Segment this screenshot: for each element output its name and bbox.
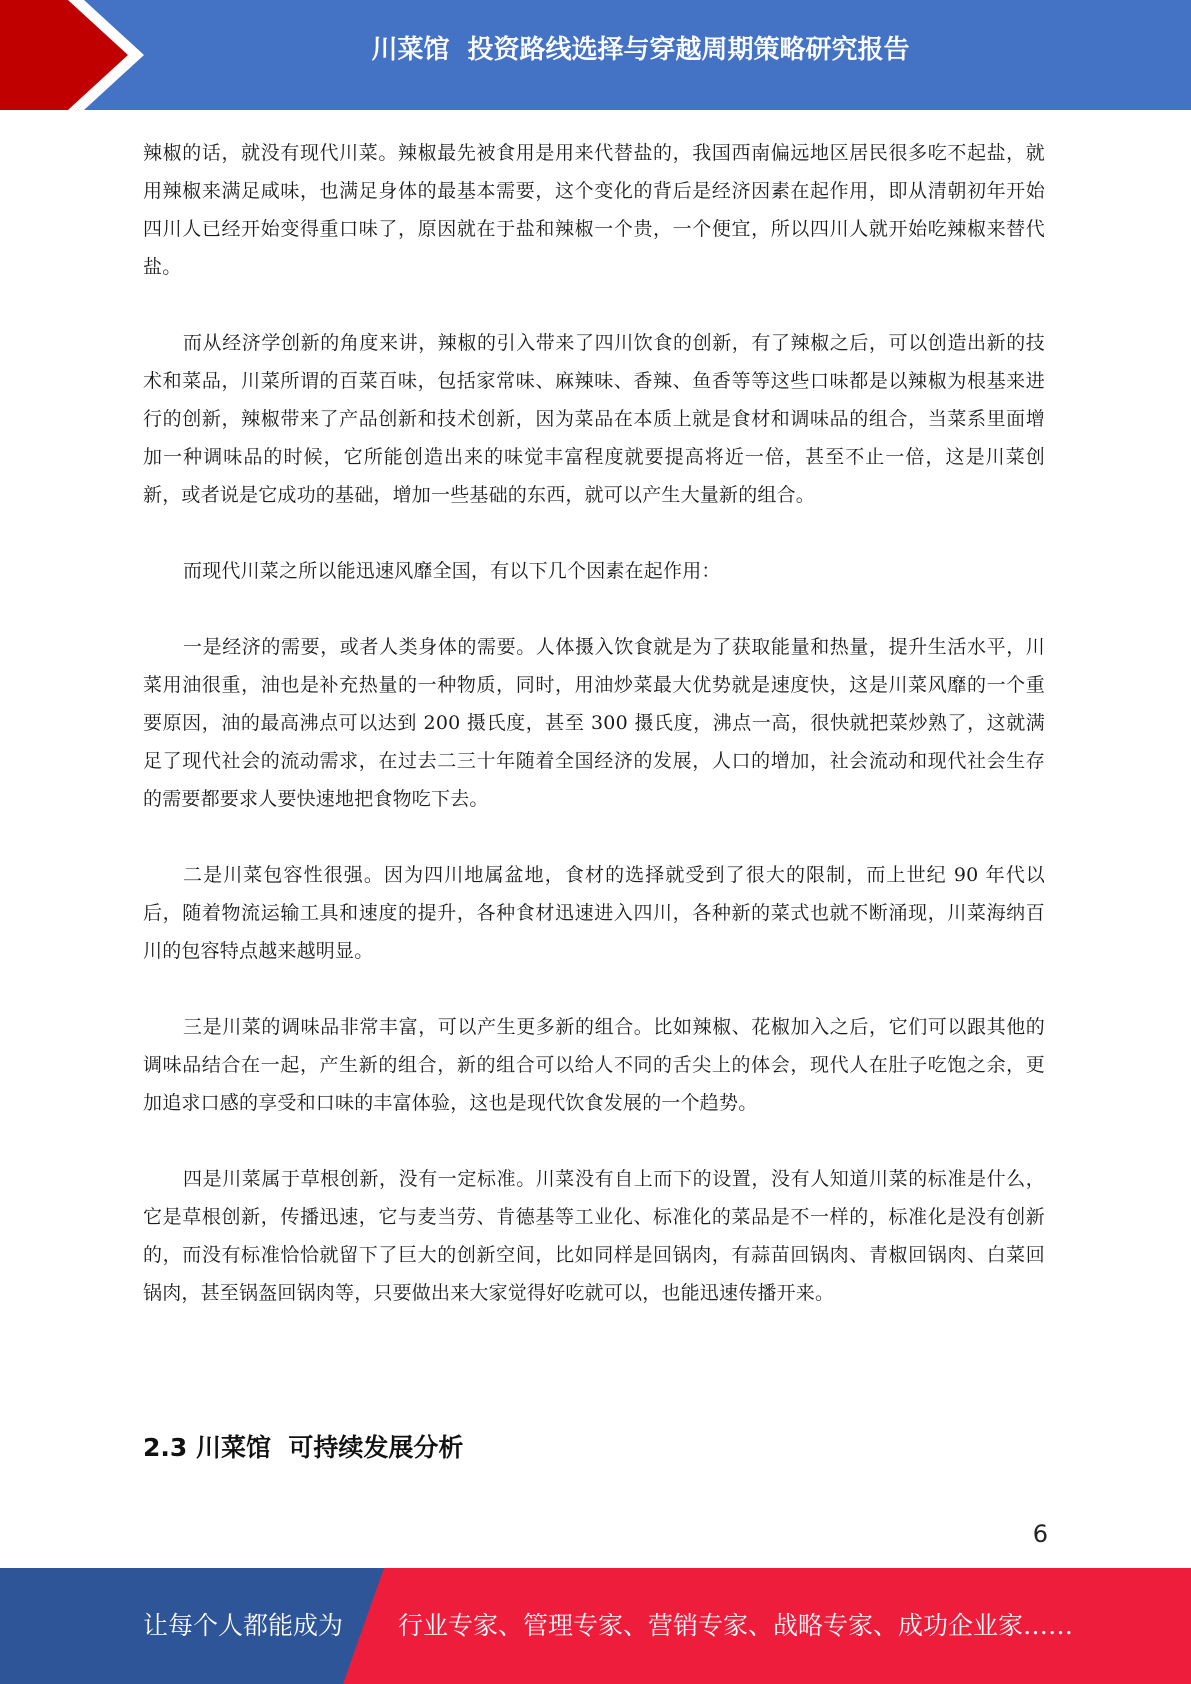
header-arrow-decoration <box>0 0 150 110</box>
footer-slogan-left: 让每个人都能成为 <box>143 1611 344 1640</box>
paragraph: 辣椒的话，就没有现代川菜。辣椒最先被食用是用来代替盐的，我国西南偏远地区居民很多吃不起盐，就用辣椒来满足咸味，也满足身体的最基本需要，这个变化的背后是经济因素在起作用，即从清朝初年开始四川人已经开始变得重口味了，原因就在于盐和辣椒一个贵，一个便宜，所以四川人就开始吃辣椒来替代盐。 <box>143 142 1045 278</box>
page-footer <box>0 1568 1191 1684</box>
page-number: 6 <box>1032 1520 1048 1548</box>
paragraph: 三是川菜的调味品非常丰富，可以产生更多新的组合。比如辣椒、花椒加入之后，它们可以跟其他的调味品结合在一起，产生新的组合，新的组合可以给人不同的舌尖上的体会，现代人在肚子吃饱之余，更加追求口感的享受和口味的丰富体验，这也是现代饮食发展的一个趋势。 <box>143 1016 1045 1114</box>
section-heading: 2.3 川菜馆 可持续发展分析 <box>143 1433 464 1462</box>
paragraph: 二是川菜包容性很强。因为四川地属盆地，食材的选择就受到了很大的限制，而上世纪 90 年代以后，随着物流运输工具和速度的提升，各种食材迅速进入四川，各种新的菜式也就不断涌现，川菜海纳百川的包容特点越来越明显。 <box>143 864 1045 962</box>
footer-slogan-right: 行业专家、管理专家、营销专家、战略专家、成功企业家…… <box>398 1611 1074 1640</box>
report-title: 川菜馆 投资路线选择与穿越周期策略研究报告 <box>371 35 910 65</box>
page-header <box>0 0 1191 110</box>
paragraph: 而从经济学创新的角度来讲，辣椒的引入带来了四川饮食的创新，有了辣椒之后，可以创造出新的技术和菜品，川菜所谓的百菜百味，包括家常味、麻辣味、香辣、鱼香等等这些口味都是以辣椒为根基来进行的创新，辣椒带来了产品创新和技术创新，因为菜品在本质上就是食材和调味品的组合，当菜系里面增加一种调味品的时候，它所能创造出来的味觉丰富程度就要提高将近一倍，甚至不止一倍，这是川菜创新，或者说是它成功的基础，增加一些基础的东西，就可以产生大量新的组合。 <box>143 332 1045 506</box>
paragraph: 而现代川菜之所以能迅速风靡全国，有以下几个因素在起作用： <box>183 560 721 582</box>
paragraph: 四是川菜属于草根创新，没有一定标准。川菜没有自上而下的设置，没有人知道川菜的标准是什么，它是草根创新，传播迅速，它与麦当劳、肯德基等工业化、标准化的菜品是不一样的，标准化是没有创新的，而没有标准恰恰就留下了巨大的创新空间，比如同样是回锅肉，有蒜苗回锅肉、青椒回锅肉、白菜回锅肉，甚至锅盔回锅肉等，只要做出来大家觉得好吃就可以，也能迅速传播开来。 <box>143 1168 1045 1304</box>
report-body <box>143 134 1045 1350</box>
paragraph: 一是经济的需要，或者人类身体的需要。人体摄入饮食就是为了获取能量和热量，提升生活水平，川菜用油很重，油也是补充热量的一种物质，同时，用油炒菜最大优势就是速度快，这是川菜风靡的一个重要原因，油的最高沸点可以达到 200 摄氏度，甚至 300 摄氏度，沸点一高，很快就把菜炒熟了，这就满足了现代社会的流动需求，在过去二三十年随着全国经济的发展，人口的增加，社会流动和现代社会生存的需要都要求人要快速地把食物吃下去。 <box>143 636 1045 810</box>
